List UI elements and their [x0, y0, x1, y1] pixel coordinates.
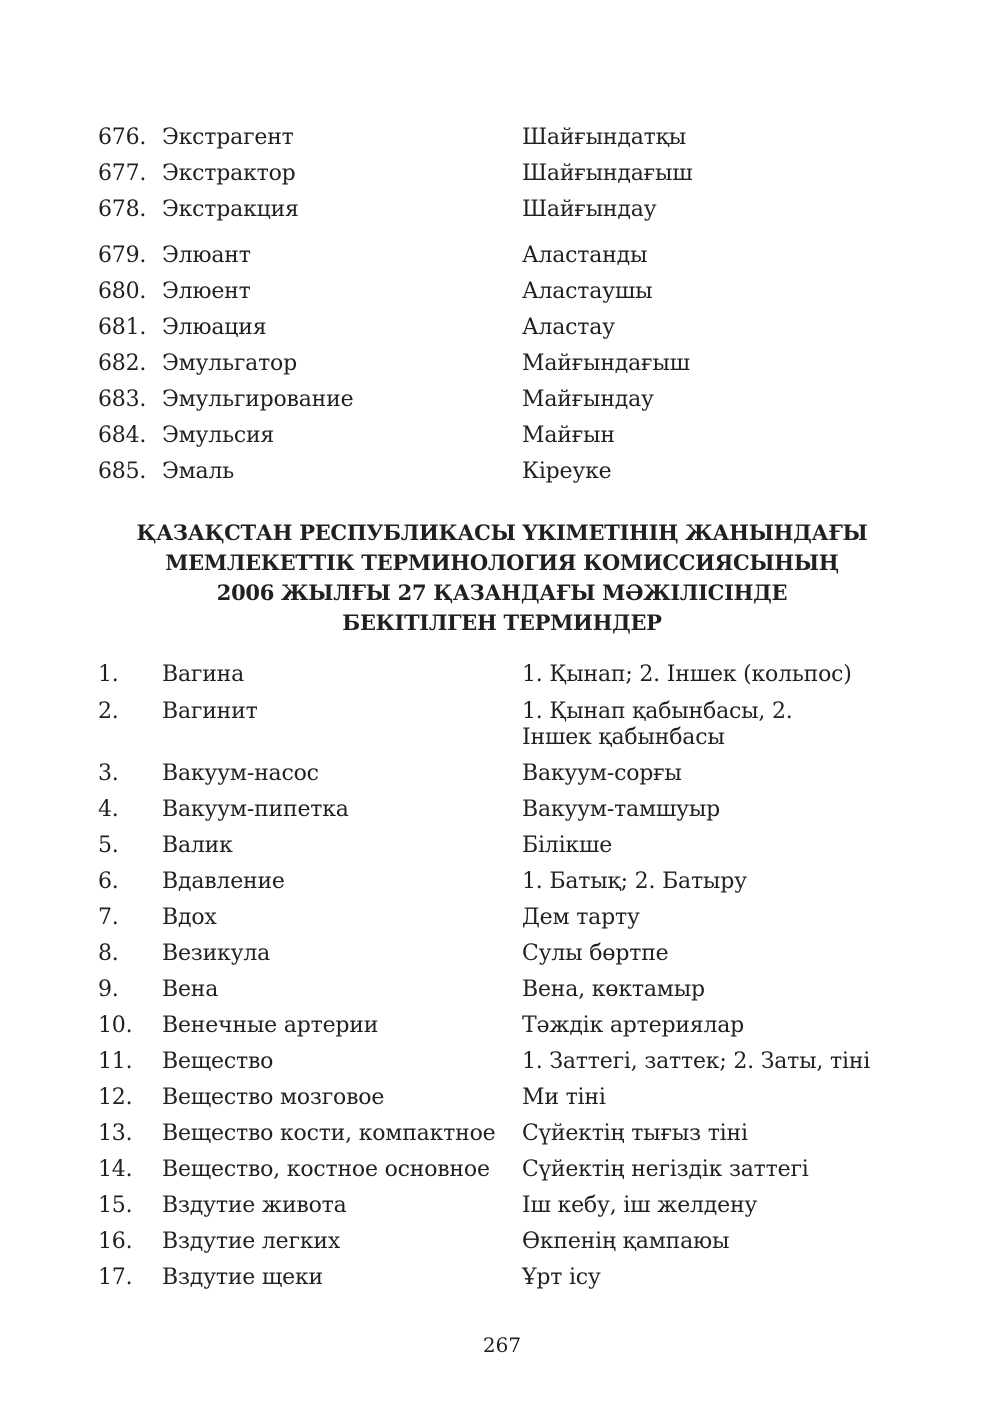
- term-entry: [98, 699, 898, 751]
- entry-number: 685.: [98, 459, 147, 484]
- entry-number: 15.: [98, 1193, 133, 1218]
- kazakh-term: Шайғындағыш: [522, 161, 693, 186]
- kazakh-term: 1. Қынап қабынбасы, 2. Іншек қабынбасы: [522, 699, 793, 750]
- entry-number: 10.: [98, 1013, 133, 1038]
- russian-term: Вагина: [162, 662, 245, 687]
- entry-number: 1.: [98, 662, 119, 687]
- term-entry: [98, 161, 898, 187]
- term-entry: [98, 761, 898, 787]
- kazakh-term: Сүйектің тығыз тіні: [522, 1121, 748, 1146]
- kazakh-term: Білікше: [522, 833, 613, 858]
- term-list-bottom: [98, 662, 898, 1291]
- russian-term: Вздутие легких: [162, 1229, 341, 1254]
- russian-term: Вдох: [162, 905, 217, 930]
- kazakh-term: Шайғындатқы: [522, 125, 687, 150]
- entry-number: 17.: [98, 1265, 133, 1290]
- term-entry: [98, 1013, 898, 1039]
- kazakh-term: Ұрт ісу: [522, 1265, 601, 1290]
- term-entry: [98, 1193, 898, 1219]
- russian-term: Вакуум-пипетка: [162, 797, 349, 822]
- russian-term: Эмульгатор: [162, 351, 297, 376]
- russian-term: Вещество: [162, 1049, 274, 1074]
- kazakh-term: Аластау: [522, 315, 615, 340]
- russian-term: Эмульсия: [162, 423, 275, 448]
- kazakh-term: Майғындау: [522, 387, 654, 412]
- russian-term: Вздутие живота: [162, 1193, 347, 1218]
- entry-number: 681.: [98, 315, 147, 340]
- entry-number: 684.: [98, 423, 147, 448]
- term-entry: [98, 279, 898, 305]
- kazakh-term: Аластаушы: [522, 279, 653, 304]
- entry-number: 3.: [98, 761, 119, 786]
- heading-line: ҚАЗАҚСТАН РЕСПУБЛИКАСЫ ҮКІМЕТІНІҢ ЖАНЫНДАҒЫ: [136, 520, 868, 545]
- kazakh-term: 1. Батық; 2. Батыру: [522, 869, 747, 894]
- entry-number: 682.: [98, 351, 147, 376]
- term-entry: [98, 1229, 898, 1255]
- term-entry: [98, 351, 898, 377]
- russian-term: Элюация: [162, 315, 267, 340]
- entry-number: 676.: [98, 125, 147, 150]
- term-entry: [98, 1085, 898, 1111]
- entry-number: 14.: [98, 1157, 133, 1182]
- term-entry: [98, 315, 898, 341]
- term-entry: [98, 459, 898, 485]
- entry-number: 13.: [98, 1121, 133, 1146]
- entry-number: 7.: [98, 905, 119, 930]
- entry-number: 679.: [98, 243, 147, 268]
- entry-number: 2.: [98, 699, 119, 724]
- russian-term: Вещество, костное основное: [162, 1157, 490, 1182]
- term-entry: [98, 1049, 898, 1075]
- term-entry: [98, 662, 898, 688]
- russian-term: Вдавление: [162, 869, 285, 894]
- kazakh-term: Өкпенің қампаюы: [522, 1229, 730, 1254]
- kazakh-term: Іш кебу, іш желдену: [522, 1193, 758, 1218]
- term-entry: [98, 905, 898, 931]
- page-number: 267: [482, 1333, 522, 1357]
- kazakh-term: 1. Қынап; 2. Іншек (кольпос): [522, 662, 852, 687]
- entry-number: 677.: [98, 161, 147, 186]
- heading-line: МЕМЛЕКЕТТІК ТЕРМИНОЛОГИЯ КОМИССИЯСЫНЫҢ: [165, 550, 839, 575]
- term-entry: [98, 197, 898, 223]
- russian-term: Вздутие щеки: [162, 1265, 323, 1290]
- entry-number: 4.: [98, 797, 119, 822]
- kazakh-term: Шайғындау: [522, 197, 657, 222]
- kazakh-term: Вакуум-сорғы: [522, 761, 682, 786]
- russian-term: Венечные артерии: [162, 1013, 379, 1038]
- russian-term: Вещество кости, компактное: [162, 1121, 496, 1146]
- heading-line: БЕКІТІЛГЕН ТЕРМИНДЕР: [342, 610, 662, 635]
- russian-term: Экстрактор: [162, 161, 296, 186]
- entry-number: 12.: [98, 1085, 133, 1110]
- russian-term: Вена: [162, 977, 219, 1002]
- kazakh-term: Аластанды: [522, 243, 648, 268]
- kazakh-term: Ми тіні: [522, 1085, 606, 1110]
- term-entry: [98, 1265, 898, 1291]
- term-entry: [98, 797, 898, 823]
- term-entry: [98, 869, 898, 895]
- russian-term: Вещество мозговое: [162, 1085, 385, 1110]
- term-entry: [98, 387, 898, 413]
- kazakh-term: Сүйектің негіздік заттегі: [522, 1157, 809, 1182]
- russian-term: Эмаль: [162, 459, 235, 484]
- entry-number: 11.: [98, 1049, 133, 1074]
- term-list-top: [98, 125, 898, 223]
- kazakh-term: Вакуум-тамшуыр: [522, 797, 721, 822]
- russian-term: Везикула: [162, 941, 271, 966]
- term-entry: [98, 977, 898, 1003]
- term-list-middle: [98, 243, 898, 485]
- russian-term: Вакуум-насос: [162, 761, 319, 786]
- term-entry: [98, 1121, 898, 1147]
- russian-term: Элюент: [162, 279, 251, 304]
- term-entry: [98, 941, 898, 967]
- russian-term: Элюант: [162, 243, 251, 268]
- russian-term: Экстрагент: [162, 125, 294, 150]
- russian-term: Эмульгирование: [162, 387, 354, 412]
- entry-number: 678.: [98, 197, 147, 222]
- kazakh-term: Сулы бөртпе: [522, 941, 669, 966]
- entry-number: 5.: [98, 833, 119, 858]
- kazakh-term: 1. Заттегі, заттек; 2. Заты, тіні: [522, 1049, 871, 1074]
- entry-number: 683.: [98, 387, 147, 412]
- term-entry: [98, 833, 898, 859]
- term-entry: [98, 1157, 898, 1183]
- kazakh-term: Кіреуке: [522, 459, 612, 484]
- term-entry: [98, 423, 898, 449]
- section-heading: [100, 518, 904, 638]
- kazakh-term: Тәждік артериялар: [522, 1013, 745, 1038]
- russian-term: Экстракция: [162, 197, 299, 222]
- kazakh-term: Вена, көктамыр: [522, 977, 705, 1002]
- term-entry: [98, 125, 898, 151]
- entry-number: 9.: [98, 977, 119, 1002]
- kazakh-term: Майғын: [522, 423, 615, 448]
- entry-number: 680.: [98, 279, 147, 304]
- russian-term: Валик: [162, 833, 233, 858]
- entry-number: 16.: [98, 1229, 133, 1254]
- heading-line: 2006 ЖЫЛҒЫ 27 ҚАЗАНДАҒЫ МӘЖІЛІСІНДЕ: [216, 580, 788, 605]
- term-entry: [98, 243, 898, 269]
- entry-number: 8.: [98, 941, 119, 966]
- russian-term: Вагинит: [162, 699, 258, 724]
- kazakh-term: Майғындағыш: [522, 351, 690, 376]
- kazakh-term: Дем тарту: [522, 905, 640, 930]
- entry-number: 6.: [98, 869, 119, 894]
